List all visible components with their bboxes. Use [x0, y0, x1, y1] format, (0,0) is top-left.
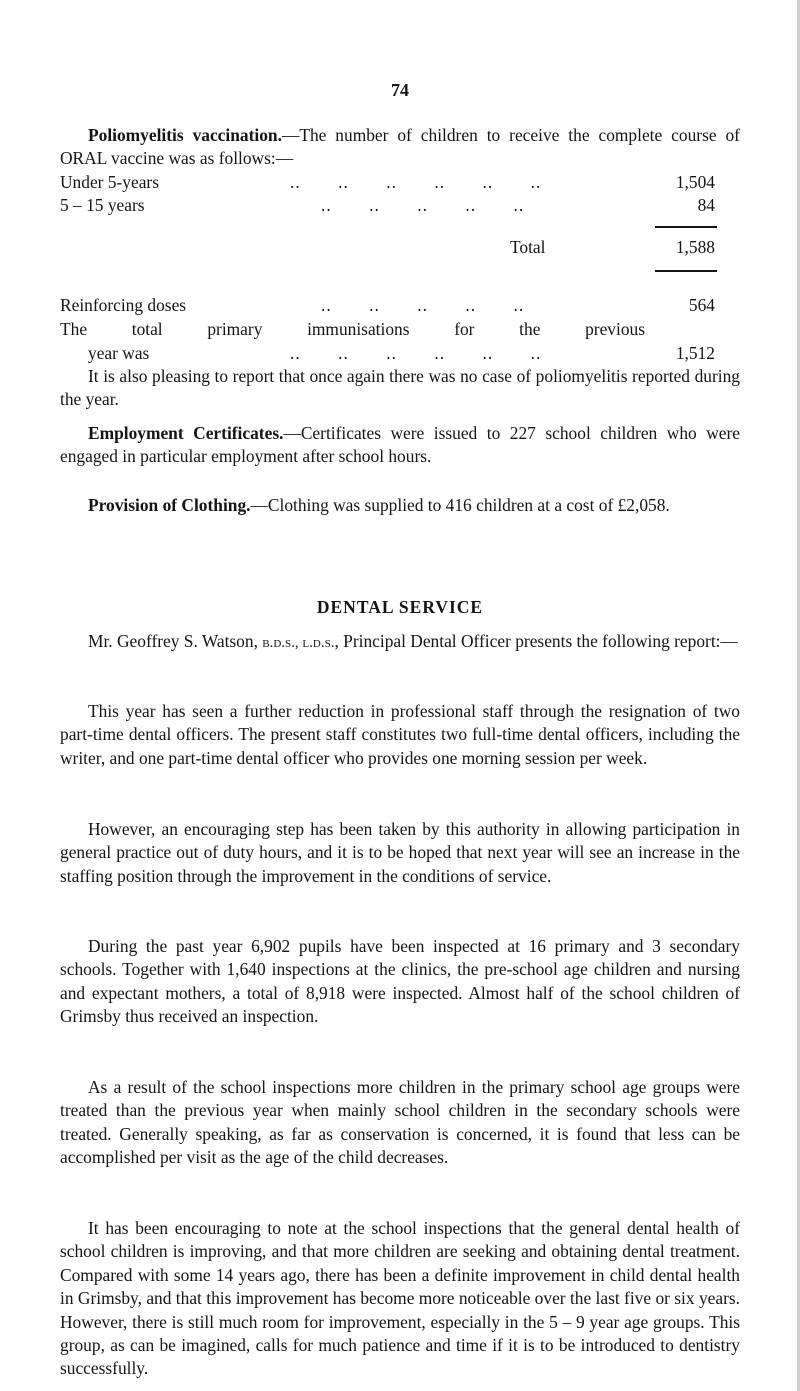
- previous-row-line1: [60, 318, 740, 342]
- previous-label-2: year was: [88, 343, 150, 363]
- polio-row-5to15: [60, 194, 740, 218]
- leader-dots: .. .. .. .. .. ..: [290, 172, 542, 192]
- leader-dots: .. .. .. .. ..: [321, 195, 525, 215]
- paragraph-text: During the past year 6,902 pupils have been inspected at 16 primary and 3 secondary schools. Together with 1,640 inspections at the clinics, the pre-school age children and nursing and expectant mothers, a total of 8,918 were inspected. Almost half of the school children of Grimsby thus received an inspection.: [60, 936, 740, 1027]
- leader-dots: .. .. .. .. ..: [321, 295, 525, 315]
- dental-paragraph-2: [60, 818, 740, 888]
- clothing-text: —Clothing was supplied to 416 children at a cost of £2,058.: [250, 495, 670, 515]
- polio-total-row: [60, 236, 740, 260]
- employment-section: [60, 422, 740, 469]
- previous-label-1: The total primary immunisations for the previous: [60, 319, 645, 339]
- dental-intro-after: , Principal Dental Officer presents the following report:—: [334, 631, 738, 651]
- page-number: 74: [391, 80, 409, 100]
- previous-row-line2: [60, 342, 740, 366]
- total-rule-bottom: [655, 270, 717, 272]
- row-label: Under 5-years: [60, 172, 159, 192]
- row-value: 1,504: [675, 172, 715, 192]
- polio-intro-text: —The number of children to receive the complete course of ORAL vaccine was as follows:—: [60, 125, 740, 169]
- polio-closing: [60, 365, 740, 412]
- reinforcing-value: 564: [688, 295, 715, 315]
- polio-intro: [60, 124, 740, 171]
- leader-dots: .. .. .. .. .. ..: [290, 343, 542, 363]
- clothing-section: [60, 494, 740, 517]
- paragraph-text: It has been encouraging to note at the school inspections that the general dental health of school children is improving, and that more children are seeking and obtaining dental treatment. Compared with some 14 years ago, there has been a definite improvement in child dental health in Grimsby, and that this improvement has become more noticeable over the last five or six years. However, there is still much room for improvement, especially in the 5 – 9 year age groups. This group, as can be imagined, calls for much patience and time if it is to be introduced to dentistry successfully.: [60, 1218, 740, 1379]
- dental-qualifications: b.d.s., l.d.s.: [262, 635, 335, 651]
- total-rule-top: [655, 226, 717, 228]
- paragraph-text: However, an encouraging step has been taken by this authority in allowing participation in general practice out of duty hours, and it is to be hoped that next year will see an increase in the staffing position through the improvement in the conditions of service.: [60, 819, 740, 886]
- employment-text: —Certificates were issued to 227 school children who were engaged in particular employment after school hours.: [60, 423, 740, 467]
- polio-row-under5: [60, 171, 740, 195]
- total-label: Total: [510, 237, 546, 257]
- paragraph-text: As a result of the school inspections more children in the primary school age groups were treated than the previous year when mainly school children in the secondary schools were treated. Generally speaking, as far as conservation is concerned, it is found that less can be accomplished per visit as the age of the child decreases.: [60, 1077, 740, 1168]
- paragraph-text: This year has seen a further reduction in professional staff through the resignation of two part-time dental officers. The present staff constitutes two full-time dental officers, including the writer, and one part-time dental officer who provides one morning session per week.: [60, 701, 740, 768]
- row-label: 5 – 15 years: [60, 195, 145, 215]
- dental-paragraph-5: [60, 1217, 740, 1381]
- total-value: 1,588: [675, 237, 715, 257]
- previous-value: 1,512: [675, 343, 715, 363]
- polio-closing-text: It is also pleasing to report that once again there was no case of poliomyelitis reported during the year.: [60, 366, 740, 410]
- dental-paragraph-1: [60, 700, 740, 770]
- clothing-heading: Provision of Clothing.: [88, 495, 251, 515]
- row-value: 84: [697, 195, 715, 215]
- dental-intro: [60, 630, 740, 655]
- employment-heading: Employment Certificates.: [88, 423, 284, 443]
- dental-heading: DENTAL SERVICE: [316, 597, 484, 617]
- dental-paragraph-3: [60, 935, 740, 1029]
- polio-heading: Poliomyelitis vaccination.: [88, 125, 282, 145]
- dental-paragraph-4: [60, 1076, 740, 1170]
- reinforcing-row: [60, 294, 740, 318]
- dental-intro-before: Mr. Geoffrey S. Watson,: [88, 631, 263, 651]
- reinforcing-label: Reinforcing doses: [60, 295, 187, 315]
